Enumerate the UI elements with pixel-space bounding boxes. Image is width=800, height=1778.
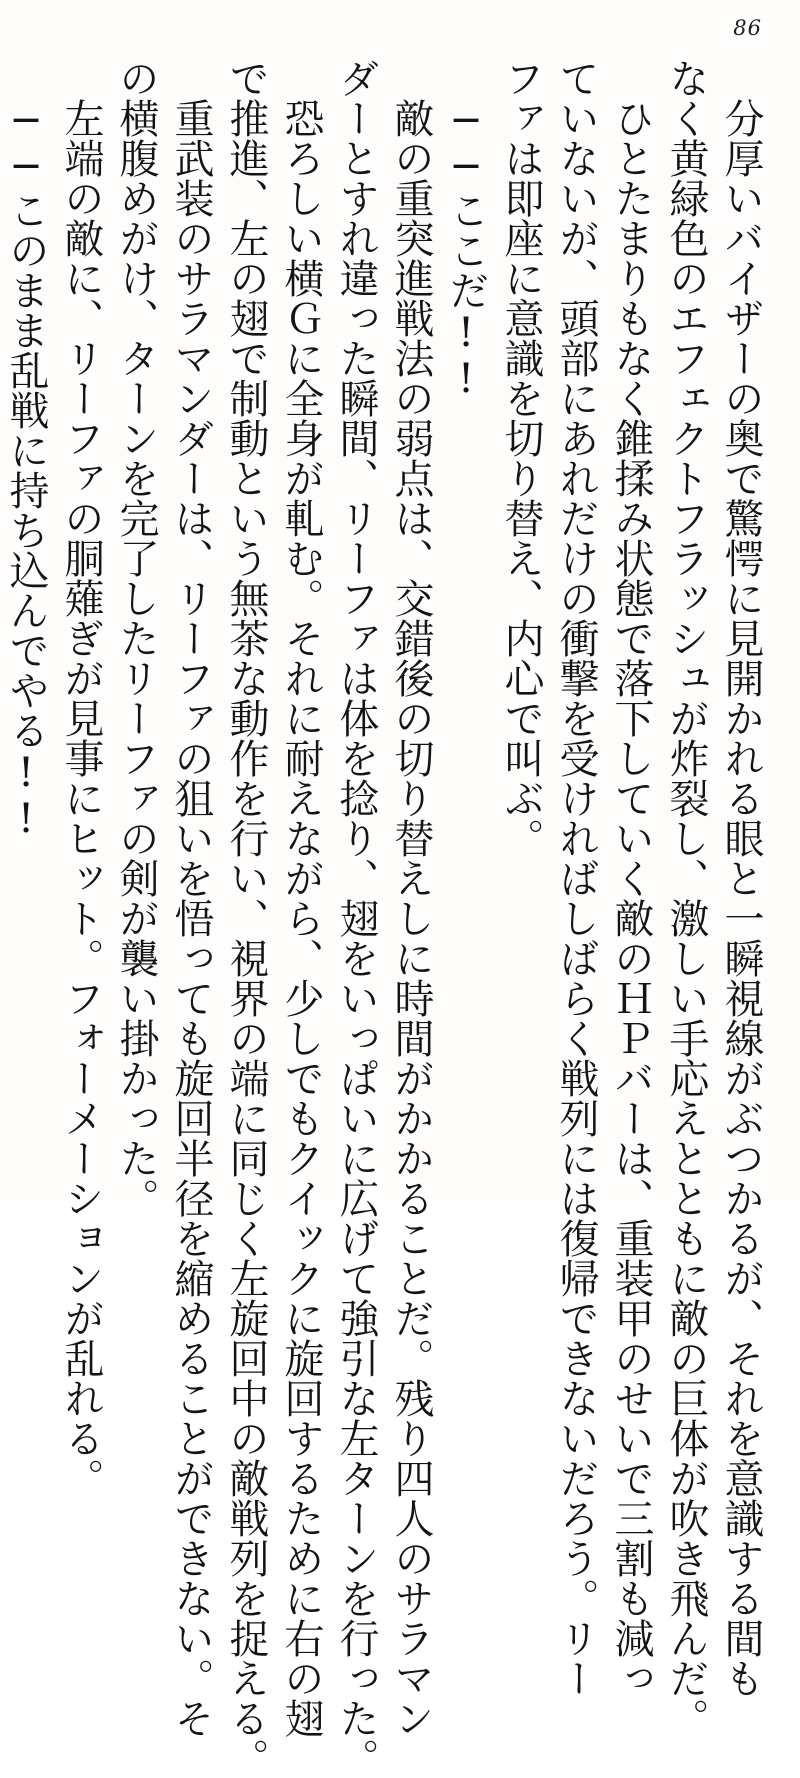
text-line: なく黄緑色のエフェクトフラッシュが炸裂し、激しい手応えとともに敵の巨体が吹き飛んだ。	[663, 58, 709, 1738]
text-line: の横腹めがけ、ターンを完了したリーファの剣が襲い掛かった。	[113, 58, 159, 1218]
text-line: 恐ろしい横Ｇに全身が軋む。それに耐えながら、少しでもクイックに旋回するために右の翅	[278, 58, 324, 1738]
text-line: 左端の敵に、リーファの胴薙ぎが見事にヒット。フォーメーションが乱れる。	[58, 58, 104, 1498]
text-line: ひとたまりもなく錐揉み状態で落下していく敵のＨＰバーは、重装甲のせいで三割も減っ	[608, 58, 654, 1698]
text-line: 敵の重突進戦法の弱点は、交錯後の切り替えしに時間がかかることだ。残り四人のサラマン	[388, 58, 434, 1738]
text-line: ファは即座に意識を切り替え、内心で叫ぶ。	[498, 58, 544, 858]
text-line: ていないが、頭部にあれだけの衝撃を受ければしばらく戦列には復帰できないだろう。リー	[553, 58, 599, 1698]
text-line: ──このまま乱戦に持ち込んでやる!!	[3, 58, 49, 842]
page-number: 86	[733, 16, 762, 40]
text-line: 重武装のサラマンダーは、リーファの狙いを悟っても旋回半径を縮めることができない。そ	[168, 58, 214, 1738]
text-line: ──ここだ!!	[443, 58, 489, 402]
text-line: 分厚いバイザーの奥で驚愕に見開かれる眼と一瞬視線がぶつかるが、それを意識する間も	[718, 58, 764, 1698]
text-line: ダーとすれ違った瞬間、リーファは体を捻り、翅をいっぱいに広げて強引な左ターンを行った。	[333, 58, 379, 1778]
vertical-text-block	[3, 58, 768, 1778]
text-line: で推進、左の翅で制動という無茶な動作を行い、視界の端に同じく左旋回中の敵戦列を捉える。	[223, 58, 269, 1778]
